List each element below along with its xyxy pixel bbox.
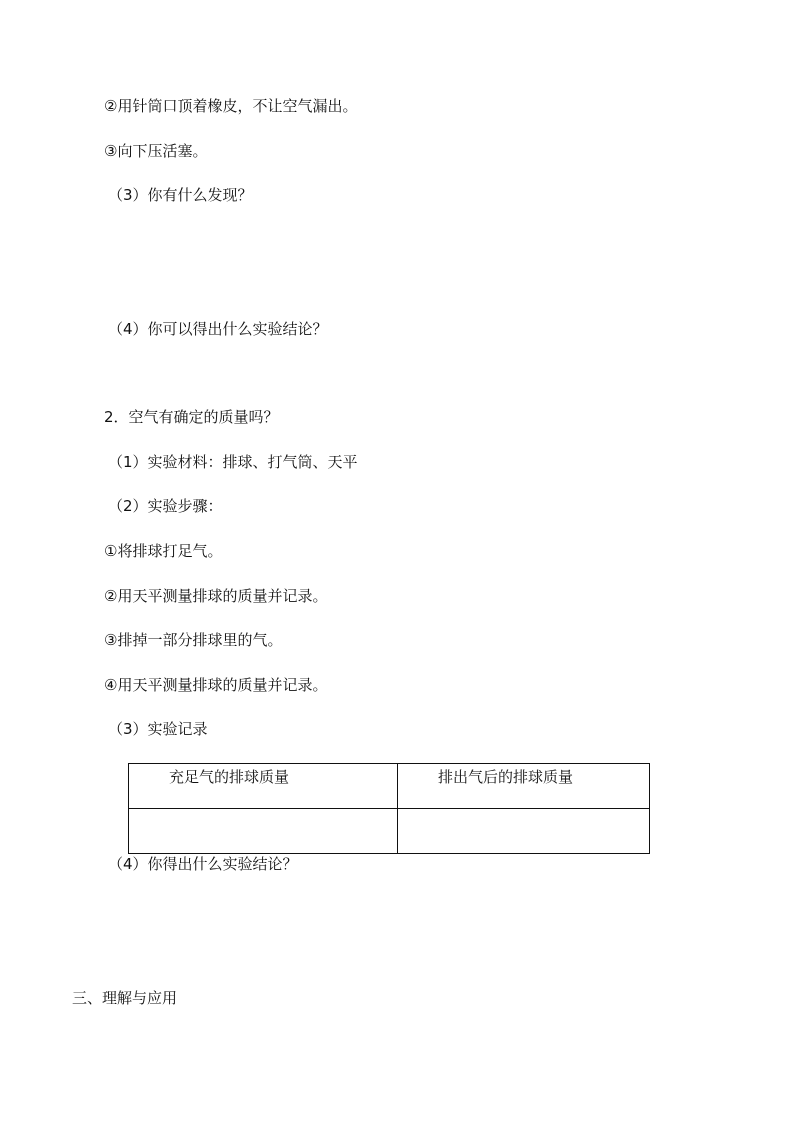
header-deflated-ball-mass: 排出气后的排球质量 — [438, 768, 574, 786]
header-full-ball-mass: 充足气的排球质量 — [169, 768, 290, 786]
steps-title: （2）实验步骤： — [108, 497, 223, 515]
table-row — [129, 809, 650, 854]
table-header-cell — [398, 764, 650, 809]
procedure-step-1: ①将排球打足气。 — [104, 542, 223, 560]
procedure-step-2: ②用天平测量排球的质量并记录。 — [104, 587, 328, 605]
question-3-discovery: （3）你有什么发现？ — [108, 186, 253, 204]
table-header-row — [129, 764, 650, 809]
table-cell-full-mass[interactable] — [129, 809, 398, 854]
procedure-step-3: ③排掉一部分排球里的气。 — [104, 631, 283, 649]
question-4-conclusion: （4）你可以得出什么实验结论？ — [108, 320, 328, 338]
step-2-text: ②用针筒口顶着橡皮，不让空气漏出。 — [104, 97, 358, 115]
table-header-cell — [129, 764, 398, 809]
step-3-text: ③向下压活塞。 — [104, 142, 208, 160]
materials-text: （1）实验材料：排球、打气筒、天平 — [108, 453, 358, 471]
record-title: （3）实验记录 — [108, 720, 208, 738]
experiment-record-table — [128, 763, 650, 854]
part-3-title: 三、理解与应用 — [72, 989, 178, 1007]
section-2-title: 2．空气有确定的质量吗？ — [104, 408, 279, 426]
table-cell-deflated-mass[interactable] — [398, 809, 650, 854]
procedure-step-4: ④用天平测量排球的质量并记录。 — [104, 676, 328, 694]
question-conclusion: （4）你得出什么实验结论？ — [108, 855, 298, 873]
